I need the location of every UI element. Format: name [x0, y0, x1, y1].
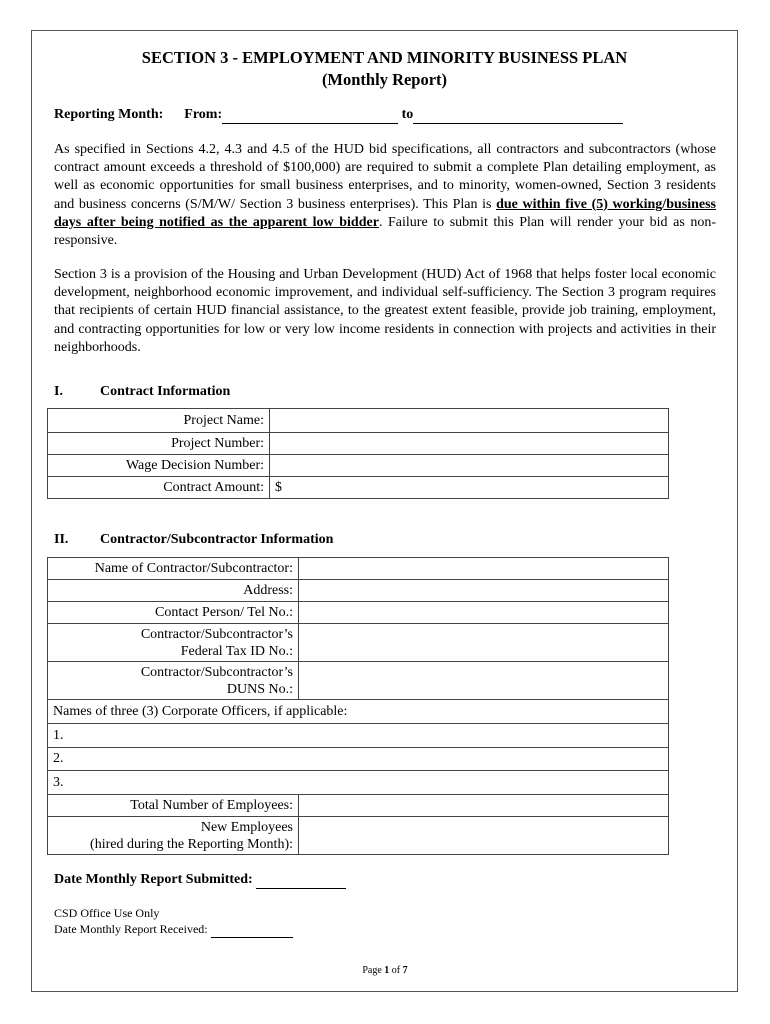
duns-field[interactable] [299, 662, 669, 700]
table-row [48, 580, 669, 602]
table-row [48, 409, 669, 433]
project-number-field[interactable] [270, 433, 669, 455]
wage-decision-label: Wage Decision Number: [48, 455, 270, 477]
contact-field[interactable] [299, 602, 669, 624]
page-total: 7 [402, 965, 408, 976]
table-row [48, 724, 669, 748]
wage-decision-field[interactable] [270, 455, 669, 477]
officers-label: Names of three (3) Corporate Officers, if applicable: [48, 700, 669, 724]
table-row [48, 817, 669, 855]
table-row [48, 748, 669, 771]
contract-amount-label: Contract Amount: [48, 477, 270, 499]
table-row [48, 558, 669, 580]
page-number: 1 [384, 965, 390, 976]
intro-deadline: due within five (5) working/business days after being notified as the apparent low bidder [54, 196, 716, 230]
project-name-label: Project Name: [48, 409, 270, 433]
date-submitted-label: Date Monthly Report Submitted: [54, 872, 253, 887]
section2-title: Contractor/Subcontractor Information [100, 532, 334, 547]
address-label: Address: [48, 580, 299, 602]
new-employees-label-line1: New Employees [200, 819, 293, 835]
federal-tax-label-line1: Contractor/Subcontractor’s [140, 626, 293, 642]
officer-2-field[interactable]: 2. [48, 748, 669, 771]
from-label: From: [184, 107, 223, 122]
section1-title: Contract Information [100, 384, 231, 399]
office-use-label: CSD Office Use Only [54, 906, 160, 920]
federal-tax-label [48, 624, 299, 662]
date-received-field[interactable] [211, 922, 293, 938]
to-field[interactable] [413, 107, 623, 124]
federal-tax-field[interactable] [299, 624, 669, 662]
project-number-label: Project Number: [48, 433, 270, 455]
officer-1-field[interactable]: 1. [48, 724, 669, 748]
contractor-name-field[interactable] [299, 558, 669, 580]
table-row [48, 624, 669, 662]
reporting-month-row [54, 107, 623, 124]
new-employees-field[interactable] [299, 817, 669, 855]
table-row [48, 602, 669, 624]
contractor-name-label: Name of Contractor/Subcontractor: [48, 558, 299, 580]
date-received-row [54, 922, 293, 938]
intro-text: As specified in Sections 4.2, 4.3 and 4.5 of the HUD bid specifications, all contractors and subcontractors (whose contract amount exceeds a threshold of $100,000) are required to submit a complete Plan detailing employment, as well as economic opportunities for small business enterprises, and to minority, women-owned, Section 3 residents and business concerns (S/M/W/ Section 3 business enterprises). This Plan is [54, 142, 716, 212]
reporting-month-label: Reporting Month: [54, 107, 164, 122]
duns-label [48, 662, 299, 700]
page-word: Page [362, 965, 382, 976]
table-row [48, 700, 669, 724]
total-employees-field[interactable] [299, 795, 669, 817]
project-name-field[interactable] [270, 409, 669, 433]
section3-paragraph: Section 3 is a provision of the Housing and Urban Development (HUD) Act of 1968 that helps foster local economic development, neighborhood economic improvement, and individual self-sufficiency. The Section 3 program requires that recipients of certain HUD financial assistance, to the greatest extent feasible, provide job training, employment, and contracting opportunities for low or very low income residents in connection with projects and activities in their neighborhoods. [54, 267, 716, 355]
federal-tax-label-line2: Federal Tax ID No.: [180, 643, 293, 659]
page-title: SECTION 3 - EMPLOYMENT AND MINORITY BUSINESS PLAN [141, 48, 628, 67]
table-row [48, 433, 669, 455]
intro-tail: . Failure to submit this Plan will render your bid as non-responsive. [54, 214, 717, 249]
new-employees-label-line2: (hired during the Reporting Month): [90, 836, 293, 852]
contract-info-table [47, 408, 669, 499]
total-employees-label: Total Number of Employees: [48, 795, 299, 817]
duns-label-line1: Contractor/Subcontractor’s [140, 664, 293, 680]
duns-label-line2: DUNS No.: [226, 681, 293, 697]
of-word: of [391, 965, 401, 976]
section1-number: I. [54, 384, 63, 399]
address-field[interactable] [299, 580, 669, 602]
date-submitted-field[interactable] [256, 872, 346, 889]
new-employees-label [48, 817, 299, 855]
table-row [48, 771, 669, 795]
date-submitted-row [54, 872, 346, 889]
section2-number: II. [54, 532, 69, 547]
page-subtitle: (Monthly Report) [321, 70, 448, 89]
officer-3-field[interactable]: 3. [48, 771, 669, 795]
table-row [48, 455, 669, 477]
table-row [48, 662, 669, 700]
contact-label: Contact Person/ Tel No.: [48, 602, 299, 624]
intro-paragraph [54, 141, 716, 250]
contract-amount-field[interactable] [270, 477, 669, 499]
table-row [48, 795, 669, 817]
date-received-label: Date Monthly Report Received: [54, 922, 208, 936]
to-label: to [401, 107, 414, 122]
currency-symbol: $ [275, 479, 282, 495]
table-row [48, 477, 669, 499]
contractor-info-table [47, 557, 669, 855]
page-footer [0, 965, 770, 976]
from-field[interactable] [222, 107, 398, 124]
